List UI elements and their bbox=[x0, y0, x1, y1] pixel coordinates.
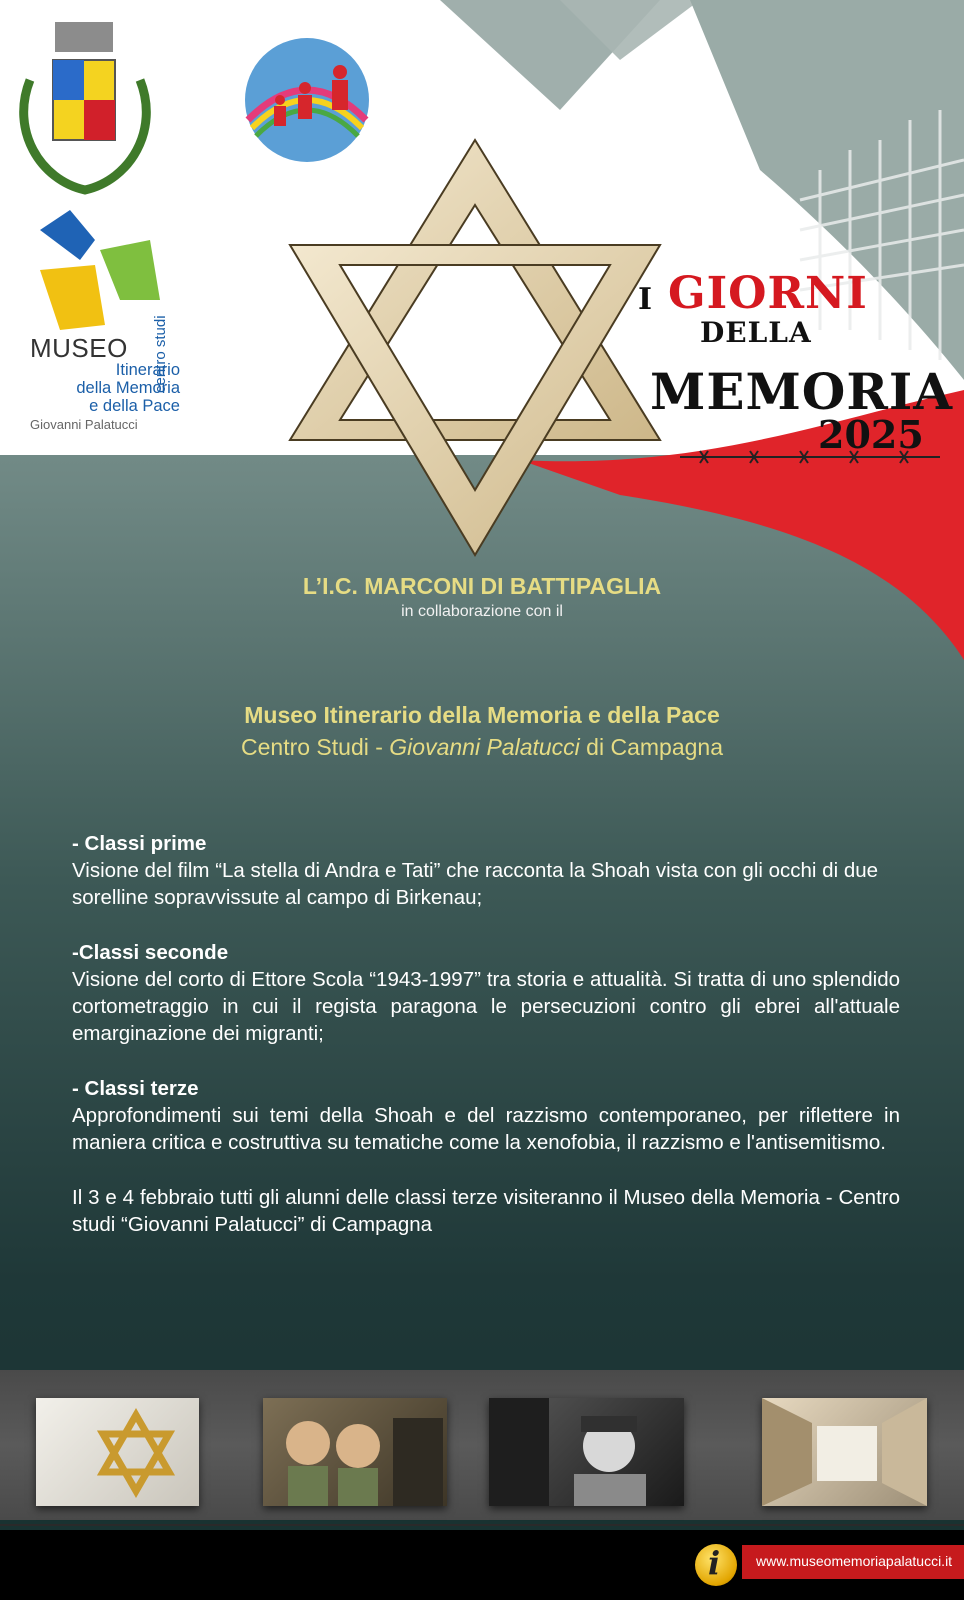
organizer-title: L’I.C. MARCONI DI BATTIPAGLIA bbox=[302, 573, 662, 599]
terze-text: Approfondimenti sui temi della Shoah e del razzismo contemporaneo, per riflettere in maniera critica e costruttiva su tematiche come la xenofobia, il razzismo e l'antisemitismo. bbox=[72, 1104, 900, 1154]
title-giorni: GIORNI bbox=[668, 268, 868, 319]
museo-vertical-label: centro studi bbox=[152, 315, 169, 393]
museo-name: MUSEO bbox=[30, 333, 128, 363]
info-letter: i bbox=[708, 1544, 721, 1582]
museo-line3: e della Pace bbox=[89, 397, 180, 415]
museo-line1: Itinerario bbox=[115, 361, 180, 379]
prime-text: Visione del film “La stella di Andra e Tati” che racconta la Shoah vista con gli occhi di due sorelline sopravvissute al campo di Birkenau; bbox=[72, 859, 879, 909]
seconde-text: Visione del corto di Ettore Scola “1943-1997” tra storia e attualità. Si tratta di uno splendido cortometraggio in cui il regista paragona le persecuzioni contro gli ebrei all'attuale emarginazione dei migranti; bbox=[72, 968, 900, 1045]
terze-heading: - Classi terze bbox=[72, 1077, 199, 1100]
title-i: I bbox=[638, 282, 653, 317]
museum-sub-suffix: di Campagna bbox=[579, 734, 723, 760]
photo-museum-interior bbox=[762, 1398, 927, 1506]
title-memoria: MEMORIA bbox=[650, 362, 954, 421]
prime-heading: - Classi prime bbox=[72, 832, 207, 855]
museo-person: Giovanni Palatucci bbox=[30, 417, 138, 432]
museum-title: Museo Itinerario della Memoria e della Pace bbox=[244, 702, 720, 728]
school-logo-icon bbox=[245, 38, 369, 162]
coat-of-arms-icon bbox=[24, 22, 147, 190]
museum-subtitle bbox=[0, 734, 964, 761]
program-body bbox=[72, 830, 900, 1238]
museum-website-link[interactable]: www.museomemoriapalatucci.it bbox=[756, 1553, 953, 1569]
seconde-heading: -Classi seconde bbox=[72, 941, 229, 964]
collaboration-text: in collaborazione con il bbox=[401, 603, 563, 620]
photo-boy-short-film bbox=[489, 1398, 684, 1506]
photo-star-on-book bbox=[36, 1398, 199, 1506]
museo-hands-icon bbox=[40, 210, 160, 330]
photo-animated-film bbox=[263, 1398, 447, 1506]
title-della: DELLA bbox=[700, 316, 812, 349]
museum-sub-name: Giovanni Palatucci bbox=[389, 734, 580, 760]
visit-text: Il 3 e 4 febbraio tutti gli alunni delle classi terze visiteranno il Museo della Memoria - Centro studi “Giovanni Palatucci” di Campagna bbox=[72, 1186, 900, 1236]
title-year: 2025 bbox=[818, 412, 924, 457]
museo-line2: della Memoria bbox=[76, 379, 180, 397]
museum-sub-prefix: Centro Studi - bbox=[241, 734, 390, 760]
